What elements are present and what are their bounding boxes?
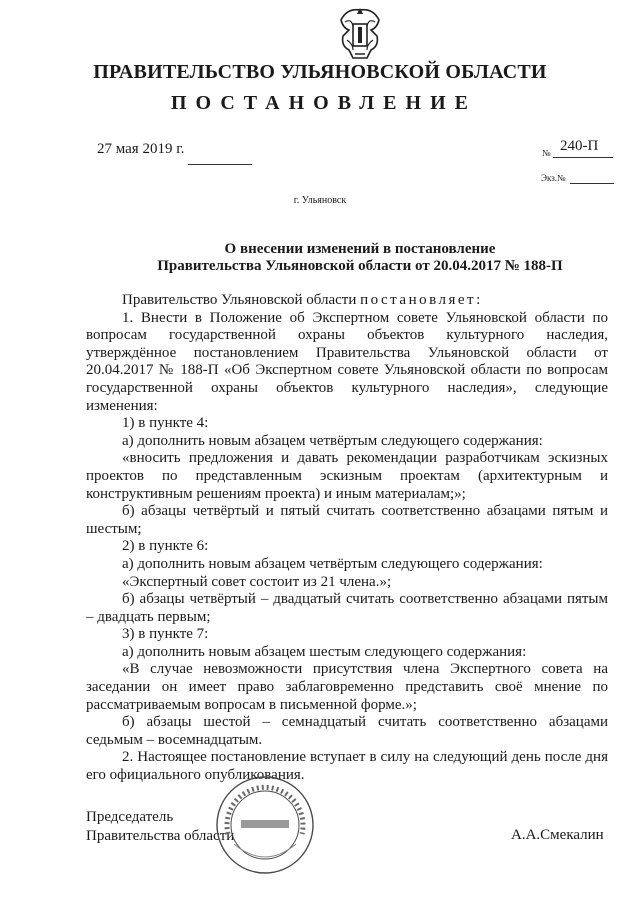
intro-suffix: :: [476, 292, 481, 308]
coat-of-arms-icon: [337, 6, 383, 62]
paragraph: «Экспертный совет состоит из 21 члена.»;: [122, 573, 392, 590]
paragraph: б) абзацы четвёртый – двадцатый считать соответственно абзацами пятым – двадцать первым;: [86, 591, 608, 625]
paragraph: 1) в пункте 4:: [122, 415, 209, 432]
copy-number-underline: [570, 183, 614, 184]
paragraph: б) абзацы шестой – семнадцатый считать соответственно абзацами седьмым – восемнадцатым.: [86, 714, 608, 748]
paragraph: «В случае невозможности присутствия члена Экспертного совета на заседании он имеет право заблаговременно представить своё мнение по рассматриваемым вопросам в письменной форме.»;: [86, 661, 608, 713]
paragraph: б) абзацы четвёртый и пятый считать соответственно абзацами пятым и шестым;: [86, 503, 608, 537]
copy-number-label: Экз.№: [541, 173, 566, 183]
signatory-position: [86, 808, 234, 846]
intro-paragraph: [86, 292, 608, 310]
intro-prefix: Правительство Ульяновской области: [122, 292, 361, 308]
date-underline: [188, 164, 252, 165]
paragraph: 3) в пункте 7:: [122, 626, 209, 643]
position-line-2: Правительства области: [86, 828, 235, 844]
document-number: 240-П: [560, 138, 599, 154]
document-type: ПОСТАНОВЛЕНИЕ: [171, 92, 477, 114]
heading-line-2: Правительства Ульяновской области от 20.04.2017 № 188-П: [157, 258, 563, 274]
heading-line-1: О внесении изменений в постановление: [224, 241, 496, 257]
official-seal-icon: [214, 774, 316, 876]
government-title: ПРАВИТЕЛЬСТВО УЛЬЯНОВСКОЙ ОБЛАСТИ: [93, 61, 547, 83]
paragraph: 1. Внести в Положение об Экспертном совете Ульяновской области по вопросам государственной охраны объектов культурного наследия, утверждённое постановлением Правительства Ульяновской области от 20.04.2017 № 188-П «Об Экспертном совете Ульяновской области по вопросам государственной охраны объектов культурного наследия», следующие изменения:: [86, 309, 608, 414]
number-sign: №: [542, 148, 551, 158]
signatory-name: А.А.Смекалин: [511, 827, 604, 843]
intro-verb: постановляет: [360, 292, 477, 308]
paragraph: а) дополнить новым абзацем шестым следующего содержания:: [122, 643, 527, 660]
document-heading: [150, 241, 570, 275]
number-underline: [553, 157, 613, 158]
paragraph: а) дополнить новым абзацем четвёртым следующего содержания:: [122, 432, 543, 449]
city: г. Ульяновск: [293, 195, 347, 206]
document-date: 27 мая 2019 г.: [97, 141, 185, 157]
document-body: [86, 292, 608, 785]
paragraph: 2) в пункте 6:: [122, 538, 209, 555]
position-line-1: Председатель: [86, 809, 174, 825]
paragraph: 2. Настоящее постановление вступает в силу на следующий день после дня его официального опубликования.: [86, 749, 608, 784]
paragraph: а) дополнить новым абзацем четвёртым следующего содержания:: [122, 555, 543, 572]
paragraph: «вносить предложения и давать рекомендации разработчикам эскизных проектов по представленным эскизным проектам (архитектурным и конструктивным решениям проекта) и иным материалам;»;: [86, 450, 608, 502]
